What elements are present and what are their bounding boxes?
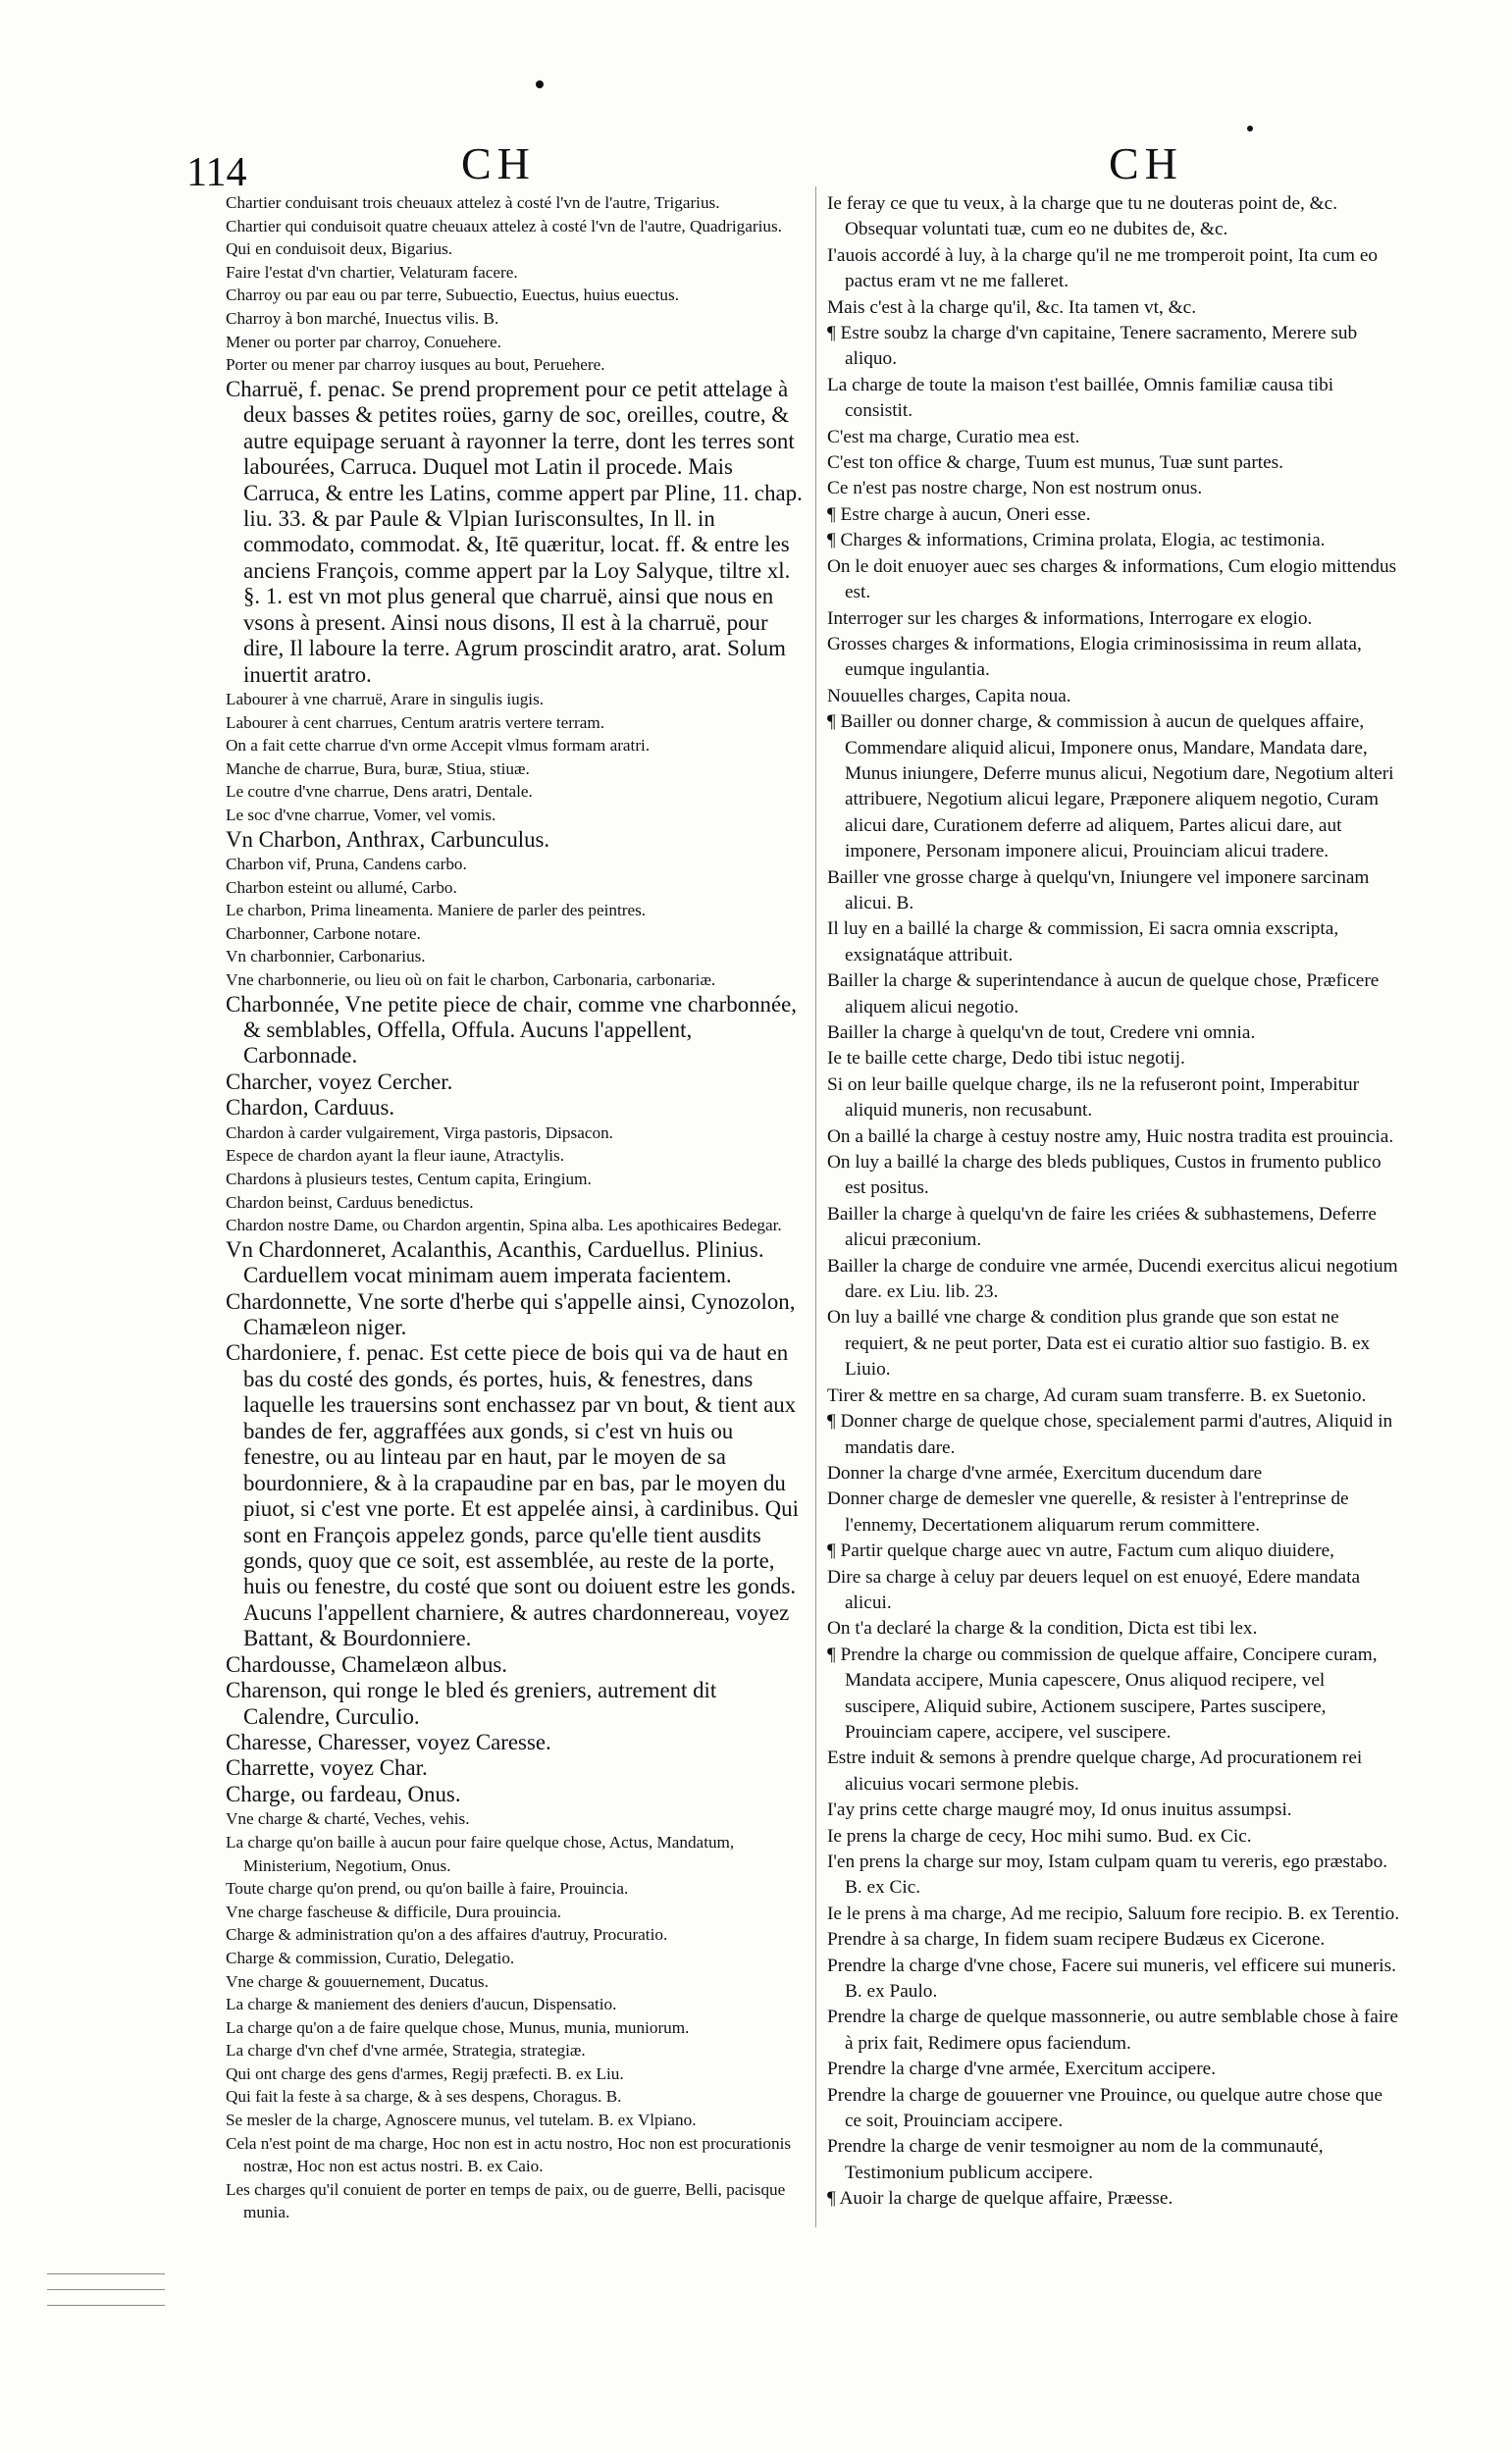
right-column [827, 191, 1402, 2213]
dictionary-entry: Charenson, qui ronge le bled és greniers, autrement dit Calendre, Curculio. [226, 1678, 717, 1729]
dictionary-entry: Qui fait la feste à sa charge, & à ses despens, Choragus. B. [226, 2087, 622, 2107]
dictionary-entry: La charge de toute la maison t'est baillée, Omnis familiæ causa tibi consistit. [827, 374, 1334, 422]
dictionary-entry: Vn Chardonneret, Acalanthis, Acanthis, Carduellus. Plinius. Carduellem vocat minimam auem imperata facientem. [226, 1236, 764, 1288]
dictionary-entry: Labourer à cent charrues, Centum aratris vertere terram. [226, 712, 605, 732]
dictionary-entry: Bailler la charge & superintendance à aucun de quelque chose, Præficere aliquem alicui negotio. [827, 970, 1380, 1018]
margin-tick [47, 2305, 165, 2306]
dictionary-entry: Chardon, Carduus. [226, 1095, 395, 1121]
dictionary-entry: Mener ou porter par charroy, Conuehere. [226, 332, 501, 351]
dictionary-entry: Ie te baille cette charge, Dedo tibi istuc negotij. [827, 1048, 1185, 1070]
dictionary-entry: Manche de charrue, Bura, buræ, Stiua, stiuæ. [226, 758, 530, 778]
dictionary-entry: Bailler la charge de conduire vne armée, Ducendi exercitus alicui negotium dare. ex Liu. lib. 23. [827, 1255, 1398, 1303]
dictionary-entry: La charge qu'on baille à aucun pour faire quelque chose, Actus, Mandatum, Ministerium, Negotium, Onus. [226, 1832, 735, 1875]
dictionary-entry: Charesse, Charesser, voyez Caresse. [226, 1730, 551, 1755]
dictionary-entry: I'auois accordé à luy, à la charge qu'il ne me tromperoit point, Ita cum eo pactus eram vt ne me falleret. [827, 244, 1379, 292]
dictionary-entry: ¶ Partir quelque charge auec vn autre, Factum cum aliquo diuidere, [827, 1540, 1335, 1562]
dictionary-entry: Donner la charge d'vne armée, Exercitum ducendum dare [827, 1462, 1263, 1484]
dictionary-entry: La charge & maniement des deniers d'aucun, Dispensatio. [226, 1995, 617, 2014]
dictionary-entry: Vne charge & gouuernement, Ducatus. [226, 1971, 489, 1991]
dictionary-entry: Chartier conduisant trois cheuaux attelez à costé l'vn de l'autre, Trigarius. [226, 193, 720, 212]
dictionary-entry: Estre induit & semons à prendre quelque charge, Ad procurationem rei alicuius vocari sermone plebis. [827, 1748, 1363, 1795]
dictionary-entry: Charroy ou par eau ou par terre, Subuectio, Euectus, huius euectus. [226, 286, 680, 305]
dictionary-entry: Vne charbonnerie, ou lieu où on fait le charbon, Carbonaria, carbonariæ. [226, 969, 716, 989]
dictionary-entry: Prendre la charge de venir tesmoigner au nom de la communauté, Testimonium publicum accipere. [827, 2136, 1324, 2183]
dictionary-entry: Ie le prens à ma charge, Ad me recipio, Saluum fore recipio. B. ex Terentio. [827, 1903, 1400, 1924]
dictionary-entry: La charge d'vn chef d'vne armée, Strategia, strategiæ. [226, 2041, 586, 2061]
dictionary-entry: Donner charge de demesler vne querelle, & resister à l'entreprinse de l'ennemy, Decertationem aliquarum rerum committere. [827, 1488, 1349, 1536]
dictionary-entry: I'ay prins cette charge maugré moy, Id onus inuitus assumpsi. [827, 1800, 1292, 1821]
dictionary-entry: Interroger sur les charges & informations, Interrogare ex elogio. [827, 607, 1313, 629]
dictionary-entry: Charrette, voyez Char. [226, 1755, 428, 1781]
running-header-left: CH [461, 138, 536, 188]
dictionary-entry: Espece de chardon ayant la fleur iaune, Atractylis. [226, 1146, 565, 1166]
dictionary-entry: Charge, ou fardeau, Onus. [226, 1781, 461, 1806]
dictionary-entry: On luy a baillé vne charge & condition plus grande que son estat ne requiert, & ne peut porter, Data est ei curatio altior suo fastigio. B. ex Liuio. [827, 1307, 1371, 1381]
dictionary-entry: Vn charbonnier, Carbonarius. [226, 947, 426, 966]
dictionary-entry: Chardon à carder vulgairement, Virga pastoris, Dipsacon. [226, 1122, 613, 1142]
dictionary-entry: Chartier qui conduisoit quatre cheuaux attelez à costé l'vn de l'autre, Quadrigarius. [226, 216, 782, 235]
page-number: 114 [186, 150, 247, 195]
dictionary-entry: Se mesler de la charge, Agnoscere munus, vel tutelam. B. ex Vlpiano. [226, 2111, 697, 2130]
dictionary-entry: Bailler la charge à quelqu'vn de tout, Credere vni omnia. [827, 1022, 1256, 1043]
ink-speck [1247, 126, 1253, 131]
dictionary-entry: ¶ Prendre la charge ou commission de quelque affaire, Concipere curam, Mandata accipere, Munia capescere, Onus aliquod recipere, vel suscipere, Aliquid subire, Actionem suscipere, Partes suscipere, Prouinciam capere, accipere, vel suscipere. [827, 1644, 1378, 1743]
dictionary-entry: Chardon beinst, Carduus benedictus. [226, 1192, 474, 1212]
dictionary-entry: Prendre la charge d'vne chose, Facere sui muneris, vel efficere sui muneris. B. ex Paulo. [827, 1955, 1396, 2003]
dictionary-entry: ¶ Charges & informations, Crimina prolata, Elogia, ac testimonia. [827, 530, 1326, 551]
dictionary-entry: Chardousse, Chamelæon albus. [226, 1651, 507, 1677]
dictionary-entry: Charbonnée, Vne petite piece de chair, comme vne charbonnée, & semblables, Offella, Offula. Aucuns l'appellent, Carbonnade. [226, 991, 797, 1069]
dictionary-entry: Ie feray ce que tu veux, à la charge que tu ne douteras point de, &c. Obsequar voluntati tuæ, cum eo ne dubites de, &c. [827, 193, 1338, 240]
dictionary-entry: Charcher, voyez Cercher. [226, 1069, 453, 1094]
dictionary-entry: Charbon esteint ou allumé, Carbo. [226, 877, 457, 897]
dictionary-entry: On a baillé la charge à cestuy nostre amy, Huic nostra tradita est prouincia. [827, 1125, 1394, 1147]
dictionary-entry: On le doit enuoyer auec ses charges & informations, Cum elogio mittendus est. [827, 555, 1397, 603]
dictionary-entry: ¶ Estre charge à aucun, Oneri esse. [827, 503, 1091, 525]
dictionary-entry: ¶ Donner charge de quelque chose, specialement parmi d'autres, Aliquid in mandatis dare. [827, 1411, 1393, 1458]
dictionary-entry: C'est ton office & charge, Tuum est munus, Tuæ sunt partes. [827, 452, 1283, 474]
dictionary-entry: Charbon vif, Pruna, Candens carbo. [226, 855, 467, 873]
dictionary-entry: Labourer à vne charruë, Arare in singulis iugis. [226, 690, 545, 708]
dictionary-entry: I'en prens la charge sur moy, Istam culpam quam tu vereris, ego præstabo. B. ex Cic. [827, 1852, 1388, 1899]
dictionary-entry: Vne charge & charté, Veches, vehis. [226, 1809, 470, 1829]
left-column [226, 191, 805, 2224]
dictionary-entry: La charge qu'on a de faire quelque chose, Munus, munia, muniorum. [226, 2017, 690, 2037]
margin-tick [47, 2273, 165, 2274]
dictionary-entry: Les charges qu'il conuient de porter en temps de paix, ou de guerre, Belli, pacisque munia. [226, 2179, 786, 2222]
dictionary-entry: Vn Charbon, Anthrax, Carbunculus. [226, 826, 550, 852]
dictionary-entry: Prendre la charge d'vne armée, Exercitum accipere. [827, 2059, 1217, 2080]
dictionary-entry: Chardon nostre Dame, ou Chardon argentin, Spina alba. Les apothicaires Bedegar. [226, 1216, 782, 1235]
dictionary-entry: Si on leur baille quelque charge, ils ne la refuseront point, Imperabitur aliquid muneris, non recusabunt. [827, 1073, 1360, 1122]
dictionary-entry: On t'a declaré la charge & la condition, Dicta est tibi lex. [827, 1618, 1258, 1640]
dictionary-entry: Prendre la charge de gouuerner vne Prouince, ou quelque autre chose que ce soit, Prouinciam accipere. [827, 2084, 1383, 2132]
dictionary-entry: Qui ont charge des gens d'armes, Regij præfecti. B. ex Liu. [226, 2063, 624, 2083]
running-header-right: CH [1109, 138, 1183, 188]
dictionary-entry: On a fait cette charrue d'vn orme Accepit vlmus formam aratri. [226, 736, 651, 756]
dictionary-entry: Grosses charges & informations, Elogia criminosissima in reum allata, eumque ingulantia. [827, 633, 1362, 681]
dictionary-entry: Chardoniere, f. penac. Est cette piece de bois qui va de haut en bas du costé des gonds, és portes, huis, & fenestres, dans laquelle les trauersins sont enchassez par vn bout, & tient aux bandes de fer, aggraffées aux gonds, si c'est vn huis ou fenestre, ou au linteau par en haut, par le moyen de sa bourdonniere, & à la crapaudine par en bas, par le moyen du piuot, si c'est vne porte. Et est appelée ainsi, à cardinibus. Qui sont en François appelez gonds, parce qu'elle tient ausdits gonds, quoy que ce soit, est assemblée, au reste de la porte, huis ou fenestre, du costé que sont ou doiuent estre les gonds. Aucuns l'appellent charniere, & autres chardonnereau, voyez Battant, & Bourdonniere. [226, 1340, 799, 1651]
dictionary-entry: Il luy en a baillé la charge & commission, Ei sacra omnia exscripta, exsignatáque attribuit. [827, 918, 1339, 966]
dictionary-entry: Prendre la charge de quelque massonnerie, ou autre semblable chose à faire à prix fait, Redimere opus faciendum. [827, 2007, 1399, 2054]
dictionary-entry: On luy a baillé la charge des bleds publiques, Custos in frumento publico est positus. [827, 1152, 1382, 1199]
dictionary-entry: Ie prens la charge de cecy, Hoc mihi sumo. Bud. ex Cic. [827, 1825, 1252, 1847]
dictionary-entry: ¶ Estre soubz la charge d'vn capitaine, Tenere sacramento, Merere sub aliquo. [827, 323, 1358, 370]
dictionary-entry: Charge & administration qu'on a des affaires d'autruy, Procuratio. [226, 1925, 668, 1945]
dictionary-entry: Ce n'est pas nostre charge, Non est nostrum onus. [827, 478, 1203, 499]
dictionary-entry: ¶ Bailler ou donner charge, & commission à aucun de quelques affaire, Commendare aliquid alicui, Imponere onus, Mandare, Mandata dare, Munus iniungere, Deferre munus alicui, Negotium dare, Negotium alteri attribuere, Negotium alicui legare, Præponere aliquem negotio, Curam alicui dare, Curationem deferre ad aliquem, Partes alicui dare, aut imponere, Personam imponere alicui, Prouinciam alicui tradere. [827, 711, 1394, 862]
dictionary-entry: Mais c'est à la charge qu'il, &c. Ita tamen vt, &c. [827, 296, 1197, 318]
dictionary-entry: Qui en conduisoit deux, Bigarius. [226, 239, 453, 259]
dictionary-entry: Charge & commission, Curatio, Delegatio. [226, 1948, 515, 1967]
column-rule [815, 186, 816, 2227]
dictionary-entry: Charroy à bon marché, Inuectus vilis. B. [226, 308, 499, 328]
dictionary-entry: Faire l'estat d'vn chartier, Velaturam facere. [226, 262, 518, 282]
dictionary-entry: Bailler vne grosse charge à quelqu'vn, Iniungere vel imponere sarcinam alicui. B. [827, 866, 1370, 913]
dictionary-entry: Nouuelles charges, Capita noua. [827, 685, 1071, 706]
dictionary-entry: Le soc d'vne charrue, Vomer, vel vomis. [226, 805, 496, 824]
dictionary-entry: Bailler la charge à quelqu'vn de faire les criées & subhastemens, Deferre alicui præconium. [827, 1203, 1377, 1251]
dictionary-entry: C'est ma charge, Curatio mea est. [827, 426, 1080, 447]
dictionary-entry: Chardons à plusieurs testes, Centum capita, Eringium. [226, 1169, 592, 1188]
dictionary-entry: Dire sa charge à celuy par deuers lequel on est enuoyé, Edere mandata alicui. [827, 1566, 1361, 1613]
dictionary-entry: Cela n'est point de ma charge, Hoc non est in actu nostro, Hoc non est procurationis nostræ, Hoc non est actus nostri. B. ex Caio. [226, 2133, 792, 2176]
dictionary-entry: ¶ Auoir la charge de quelque affaire, Præesse. [827, 2188, 1173, 2210]
dictionary-entry: Le coutre d'vne charrue, Dens aratri, Dentale. [226, 782, 533, 802]
dictionary-entry: Porter ou mener par charroy iusques au bout, Peruehere. [226, 355, 605, 375]
margin-tick [47, 2289, 165, 2290]
dictionary-entry: Tirer & mettre en sa charge, Ad curam suam transferre. B. ex Suetonio. [827, 1384, 1367, 1406]
dictionary-entry: Le charbon, Prima lineamenta. Maniere de parler des peintres. [226, 901, 647, 920]
dictionary-entry: Toute charge qu'on prend, ou qu'on baille à faire, Prouincia. [226, 1879, 629, 1899]
ink-speck [536, 80, 544, 88]
dictionary-entry: Prendre à sa charge, In fidem suam recipere Budæus ex Cicerone. [827, 1929, 1326, 1951]
dictionary-entry: Charbonner, Carbone notare. [226, 923, 421, 943]
dictionary-entry: Chardonnette, Vne sorte d'herbe qui s'appelle ainsi, Cynozolon, Chamæleon niger. [226, 1288, 796, 1340]
dictionary-entry: Vne charge fascheuse & difficile, Dura prouincia. [226, 1902, 562, 1921]
dictionary-entry: Charruë, f. penac. Se prend proprement pour ce petit attelage à deux basses & petites roües, garny de soc, oreilles, coutre, & autre equipage seruant à rayonner la terre, dont les terres sont labourées, Carruca. Duquel mot Latin il procede. Mais Carruca, & entre les Latins, comme appert par Pline, 11. chap. liu. 33. & par Paule & Vlpian Iurisconsultes, In ll. in commodato, commodat. &, Itē quæritur, locat. ff. & entre les anciens François, comme appert par la Loy Salyque, tiltre xl. §. 1. est vn mot plus general que charruë, ainsi que nous en vsons à present. Ainsi nous disons, Il est à la charruë, pour dire, Il laboure la terre. Agrum proscindit aratro, arat. Solum inuertit aratro. [226, 376, 803, 687]
